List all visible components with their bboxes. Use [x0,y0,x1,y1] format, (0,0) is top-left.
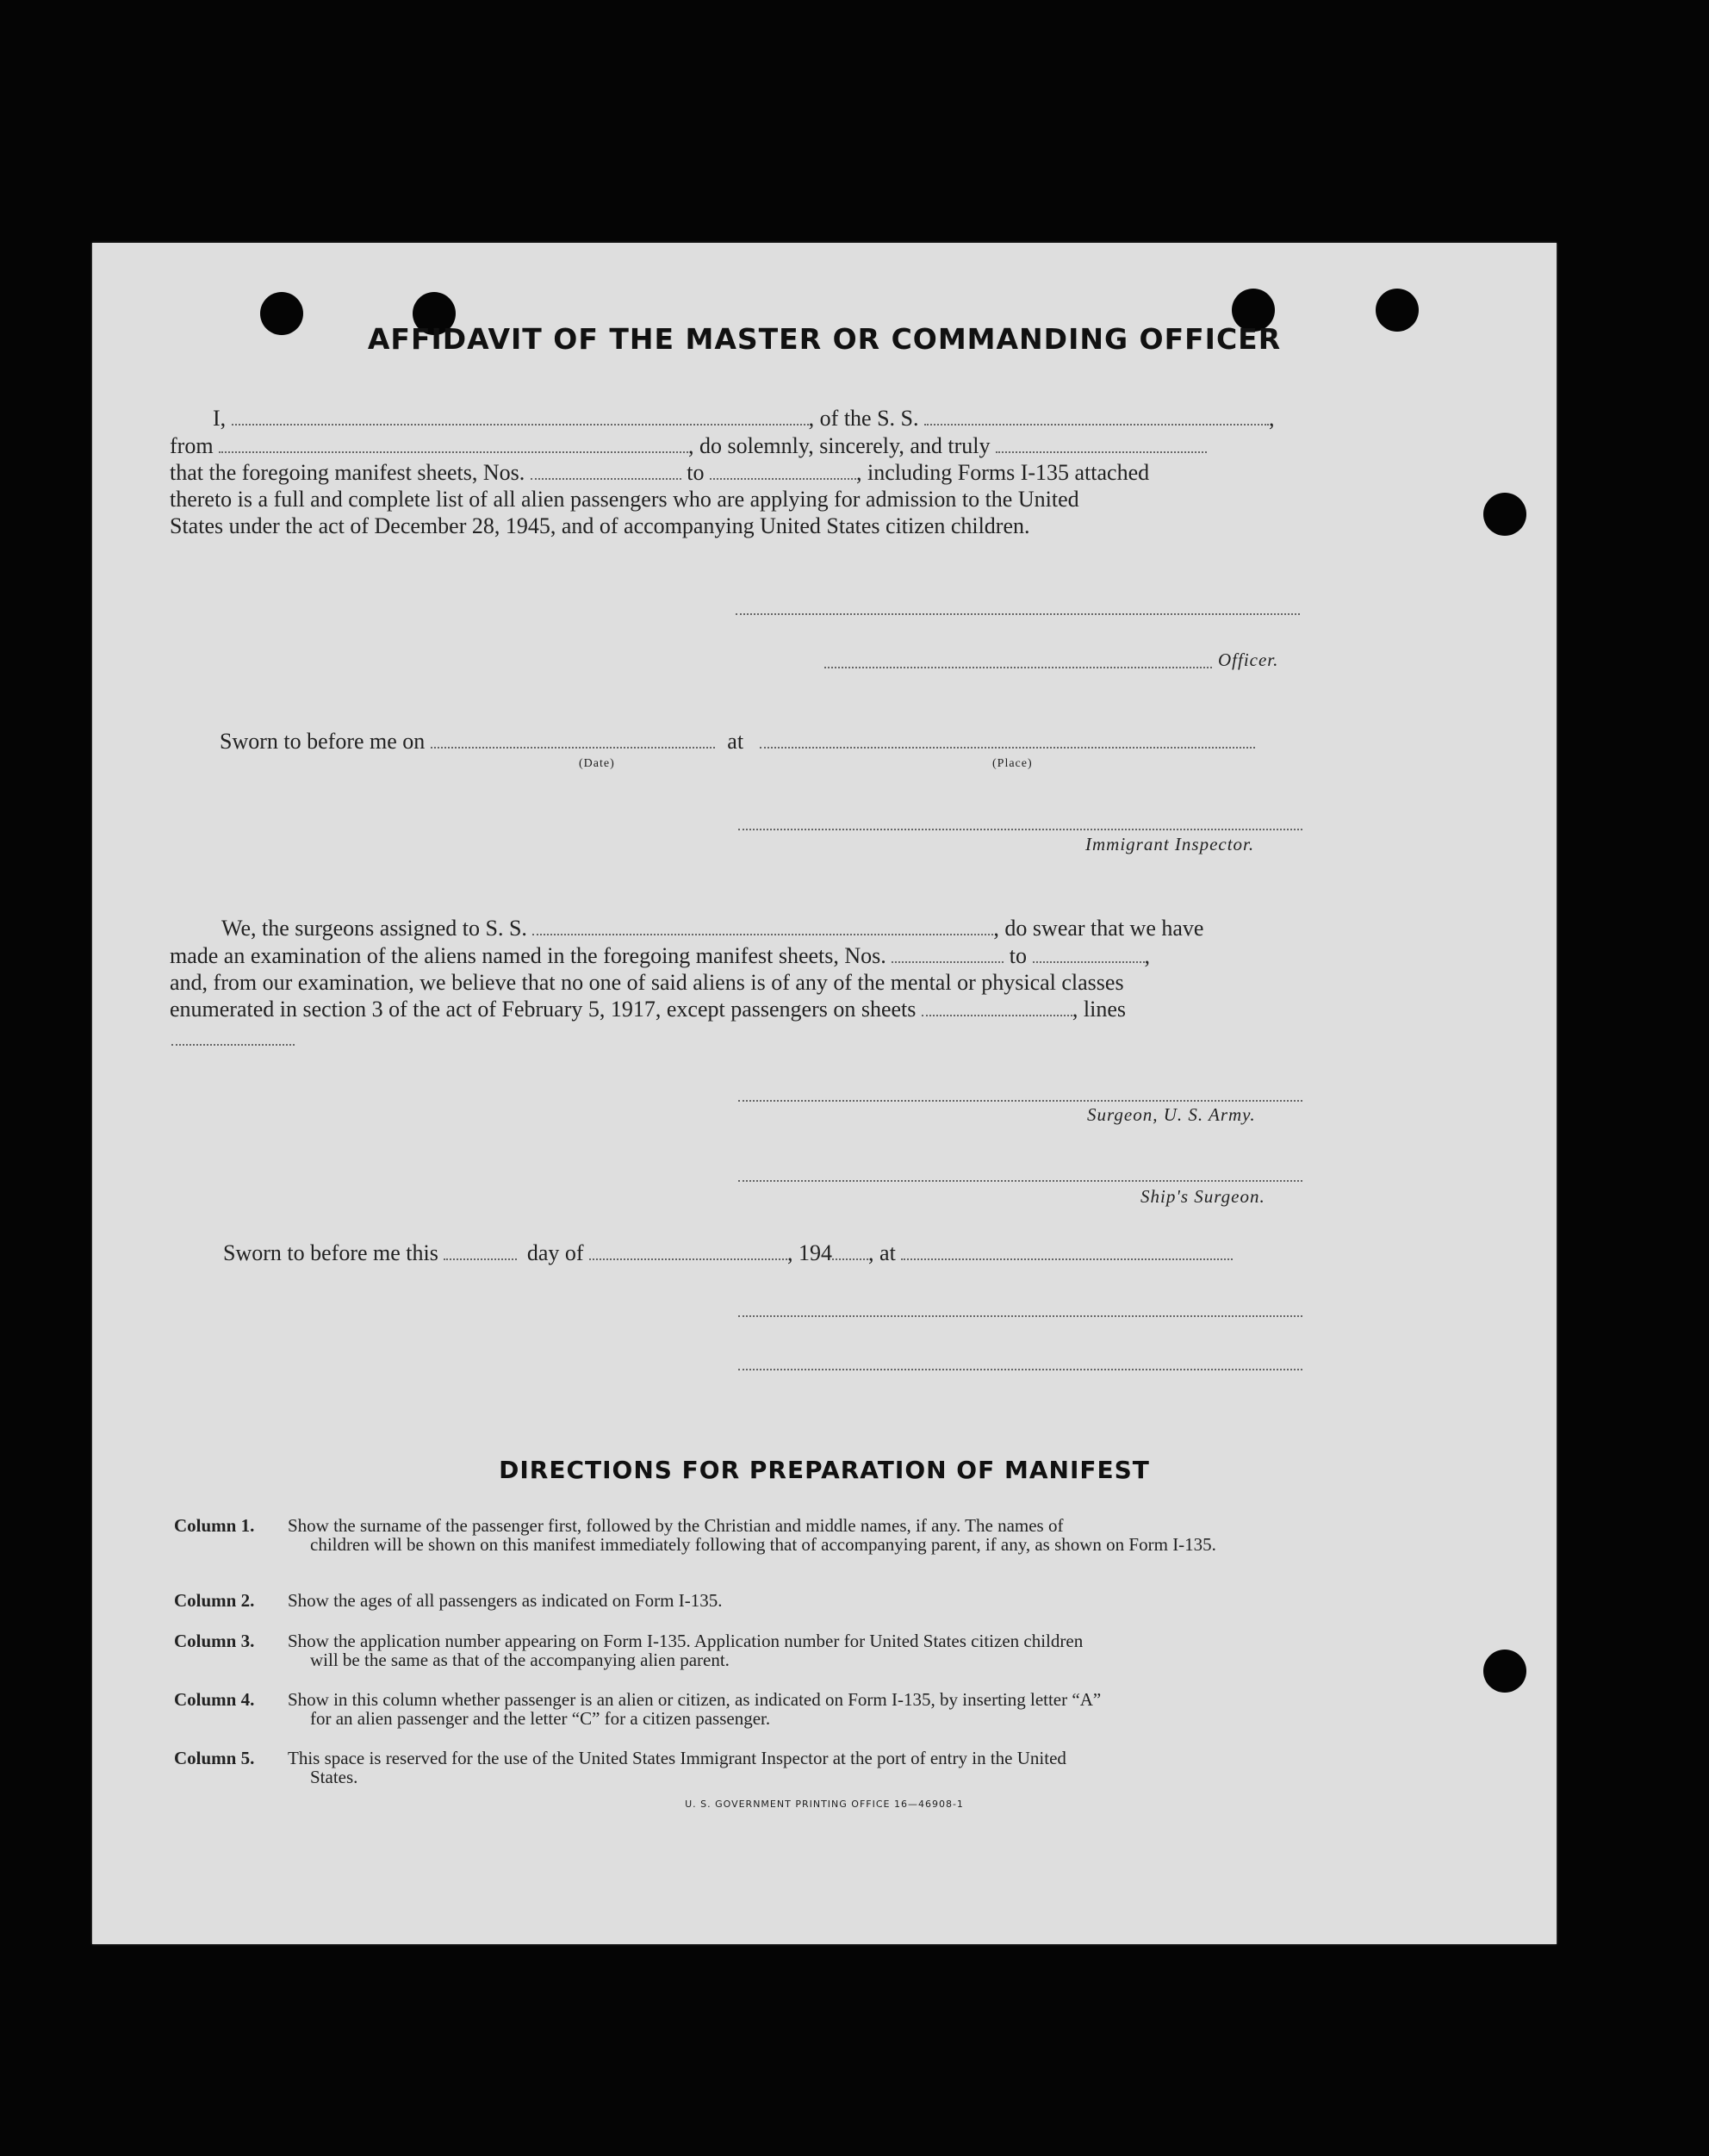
form-page [92,243,1557,1944]
exception-sheets-field[interactable] [922,997,1072,1016]
column-label: Column 1. [174,1515,255,1536]
army-surgeon-signature-line[interactable] [738,1100,1302,1102]
sworn-place-field[interactable] [760,730,1255,749]
direction-item: Column 1. Show the surname of the passenger first, followed by the Christian and middle names, if any. The names of children will be shown on this manifest immediately following that of accompanying parent, if any, as shown on Form I-135. [174,1515,1216,1555]
signature-line-1[interactable] [738,1315,1302,1317]
exception-lines-field[interactable] [171,1044,295,1046]
place-caption: (Place) [992,757,1033,770]
affidavit-line-5: States under the act of December 28, 1945, and of accompanying United States citizen children. [170,513,1030,538]
affidavit-line-1: I, , of the S. S. , [213,406,1275,431]
surgeons-ship-field[interactable] [532,916,993,935]
master-name-field[interactable] [232,407,809,426]
port-from-field[interactable] [219,434,688,453]
direction-item: Column 2. Show the ages of all passengers as indicated on Form I-135. [174,1590,723,1611]
date-caption: (Date) [579,757,615,770]
exam-sheets-to-field[interactable] [1033,944,1145,963]
oath-field[interactable] [996,434,1207,453]
officer-signature-line[interactable] [824,667,1212,668]
column-label: Column 5. [174,1748,255,1768]
direction-item: Column 5. This space is reserved for the use of the United States Immigrant Inspector at the port of entry in the United States. [174,1748,1066,1787]
exam-sheets-from-field[interactable] [892,944,1004,963]
inspector-signature-line[interactable] [738,829,1302,830]
surgeons-line-4: enumerated in section 3 of the act of February 5, 1917, except passengers on sheets , lines [170,997,1127,1022]
master-signature-line[interactable] [736,613,1300,615]
sworn-month-field[interactable] [589,1241,787,1260]
sworn-year-field[interactable] [832,1241,868,1260]
affidavit-line-4: thereto is a full and complete list of all alien passengers who are applying for admission to the United [170,487,1079,512]
affidavit-line-2: from , do solemnly, sincerely, and truly [170,432,1207,460]
ship-name-field[interactable] [924,407,1269,426]
ship-surgeon-signature-line[interactable] [738,1180,1302,1182]
direction-item: Column 3. Show the application number appearing on Form I-135. Application number for United States citizen children will be the same as that of the accompanying alien parent. [174,1631,1084,1670]
ship-surgeon-label: Ship's Surgeon. [1140,1186,1265,1207]
affidavit-title: AFFIDAVIT OF THE MASTER OR COMMANDING OFFICER [367,322,1282,356]
direction-item: Column 4. Show in this column whether passenger is an alien or citizen, as indicated on Form I-135, by inserting letter “A” for an alien passenger and the letter “C” for a citizen passenger. [174,1689,1102,1729]
surgeons-line-1: We, the surgeons assigned to S. S. , do swear that we have [221,916,1204,941]
sworn-location-field[interactable] [901,1241,1233,1260]
column-label: Column 2. [174,1590,255,1611]
punch-hole [1483,493,1526,536]
column-label: Column 3. [174,1631,255,1651]
surgeons-line-2: made an examination of the aliens named in the foregoing manifest sheets, Nos. to , [170,943,1150,968]
column-label: Column 4. [174,1689,255,1710]
punch-hole [1483,1650,1526,1693]
sworn-day-field[interactable] [444,1241,517,1260]
officer-label: Officer. [1218,649,1279,670]
sworn-date-field[interactable] [431,730,715,749]
affidavit-line-3: that the foregoing manifest sheets, Nos. to , including Forms I-135 attached [170,460,1150,485]
sheets-to-field[interactable] [710,461,856,480]
army-surgeon-label: Surgeon, U. S. Army. [1087,1104,1256,1125]
signature-line-2[interactable] [738,1369,1302,1370]
sworn-line-1: Sworn to before me on at [220,728,1255,755]
directions-title: DIRECTIONS FOR PREPARATION OF MANIFEST [499,1456,1150,1484]
inspector-label: Immigrant Inspector. [1085,834,1255,854]
sworn-line-2: Sworn to before me this day of , 194 , at [223,1240,1233,1267]
printing-office-imprint: U. S. GOVERNMENT PRINTING OFFICE 16—46908-1 [685,1799,964,1810]
surgeons-line-3: and, from our examination, we believe that no one of said aliens is of any of the mental or physical classes [170,970,1124,995]
sheets-from-field[interactable] [531,461,681,480]
